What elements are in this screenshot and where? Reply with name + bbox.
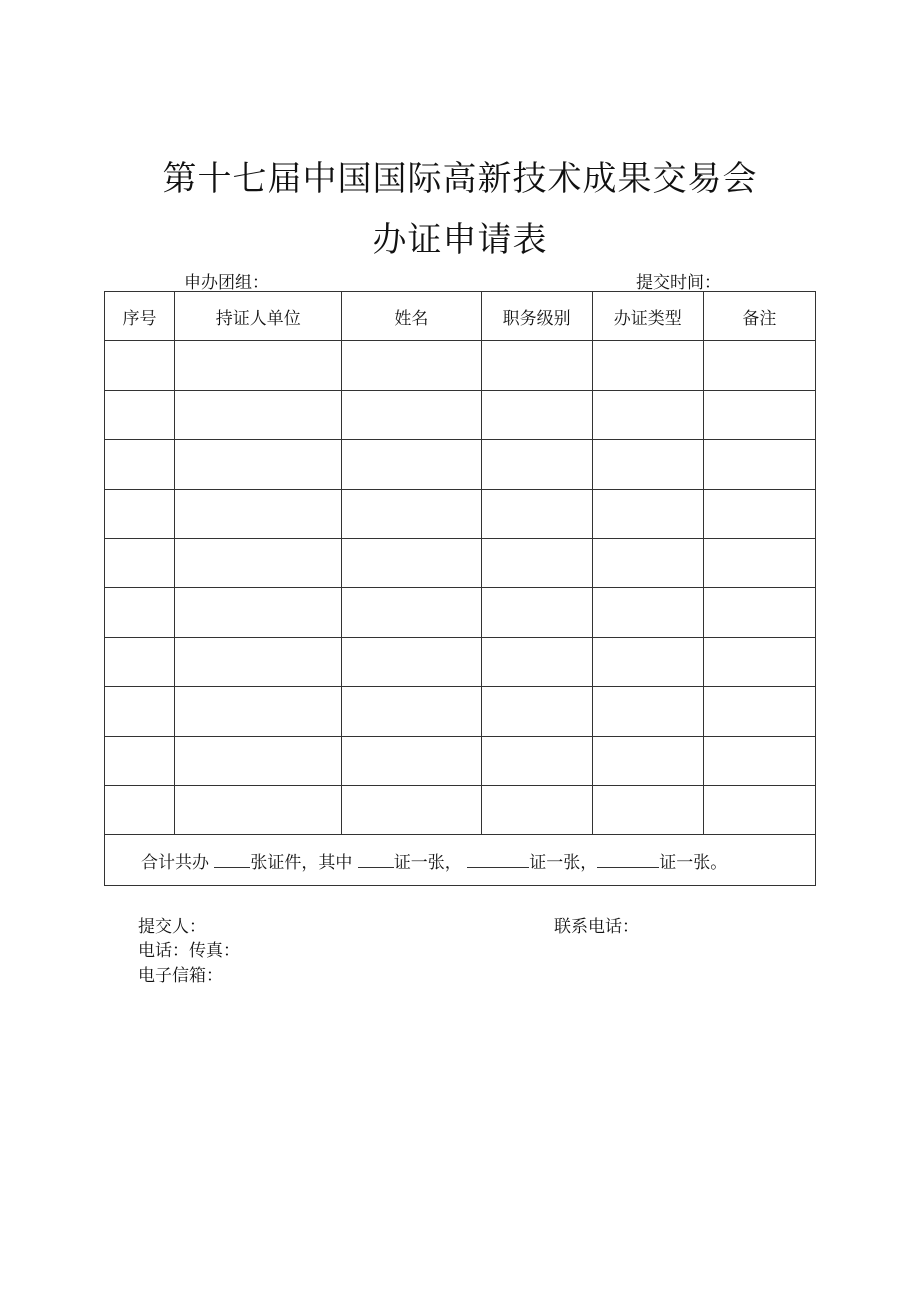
- cell-serial[interactable]: [105, 736, 175, 785]
- cell-remarks[interactable]: [703, 341, 815, 390]
- cell-pass-type[interactable]: [592, 588, 703, 637]
- total-text-1: 合计共办: [141, 852, 209, 873]
- table-row: [105, 440, 816, 489]
- cell-position[interactable]: [481, 489, 592, 538]
- cell-organization[interactable]: [175, 341, 342, 390]
- cell-remarks[interactable]: [703, 687, 815, 736]
- cell-pass-type[interactable]: [592, 341, 703, 390]
- header-remarks: 备注: [703, 292, 815, 341]
- cell-organization[interactable]: [175, 489, 342, 538]
- cell-position[interactable]: [481, 440, 592, 489]
- application-table: [104, 291, 816, 886]
- cell-position[interactable]: [481, 538, 592, 587]
- table-row: [105, 785, 816, 834]
- table-row: [105, 687, 816, 736]
- cell-remarks[interactable]: [703, 538, 815, 587]
- pass-type-blank-3[interactable]: [597, 853, 659, 868]
- cell-organization[interactable]: [175, 687, 342, 736]
- total-count-blank[interactable]: [214, 853, 250, 868]
- header-serial-number: 序号: [105, 292, 175, 341]
- table-row: [105, 489, 816, 538]
- pass-type-blank-1[interactable]: [358, 853, 394, 868]
- submission-time-label: 提交时间：: [636, 273, 721, 293]
- form-subtitle: 办证申请表: [372, 220, 548, 260]
- header-pass-type: 办证类型: [592, 292, 703, 341]
- total-text-4: 证一张，: [529, 852, 598, 873]
- table-body: [105, 341, 816, 886]
- cell-remarks[interactable]: [703, 785, 815, 834]
- cell-pass-type[interactable]: [592, 390, 703, 439]
- cell-name[interactable]: [342, 785, 481, 834]
- table-row: [105, 538, 816, 587]
- contact-phone-label: 联系电话：: [554, 917, 639, 937]
- total-text-3: 证一张，: [393, 852, 462, 873]
- cell-position[interactable]: [481, 785, 592, 834]
- form-title: 第十七届中国国际高新技术成果交易会: [162, 159, 758, 199]
- cell-serial[interactable]: [105, 785, 175, 834]
- cell-name[interactable]: [342, 588, 481, 637]
- cell-name[interactable]: [342, 390, 481, 439]
- email-label: 电子信箱：: [138, 966, 223, 986]
- cell-serial[interactable]: [105, 390, 175, 439]
- cell-pass-type[interactable]: [592, 637, 703, 686]
- cell-name[interactable]: [342, 736, 481, 785]
- pass-type-blank-2[interactable]: [467, 853, 529, 868]
- cell-organization[interactable]: [175, 736, 342, 785]
- header-position-level: 职务级别: [481, 292, 592, 341]
- total-text-5: 证一张。: [659, 852, 728, 873]
- cell-serial[interactable]: [105, 341, 175, 390]
- cell-name[interactable]: [342, 637, 481, 686]
- phone-fax-label: 电话：传真：: [138, 941, 240, 961]
- cell-position[interactable]: [481, 687, 592, 736]
- cell-serial[interactable]: [105, 588, 175, 637]
- cell-serial[interactable]: [105, 440, 175, 489]
- total-summary: [105, 835, 816, 886]
- total-text-2: 张证件，其中: [250, 852, 353, 873]
- cell-organization[interactable]: [175, 785, 342, 834]
- cell-pass-type[interactable]: [592, 785, 703, 834]
- cell-remarks[interactable]: [703, 637, 815, 686]
- cell-pass-type[interactable]: [592, 489, 703, 538]
- cell-organization[interactable]: [175, 588, 342, 637]
- cell-organization[interactable]: [175, 440, 342, 489]
- table-row: [105, 390, 816, 439]
- cell-serial[interactable]: [105, 538, 175, 587]
- cell-pass-type[interactable]: [592, 736, 703, 785]
- table-row: [105, 637, 816, 686]
- header-holder-organization: 持证人单位: [175, 292, 342, 341]
- cell-serial[interactable]: [105, 637, 175, 686]
- cell-pass-type[interactable]: [592, 538, 703, 587]
- cell-pass-type[interactable]: [592, 687, 703, 736]
- table-header-row: [105, 292, 816, 341]
- cell-remarks[interactable]: [703, 588, 815, 637]
- total-row: [105, 835, 816, 886]
- cell-remarks[interactable]: [703, 390, 815, 439]
- header-name: 姓名: [342, 292, 481, 341]
- cell-position[interactable]: [481, 390, 592, 439]
- table-row: [105, 341, 816, 390]
- cell-organization[interactable]: [175, 390, 342, 439]
- cell-remarks[interactable]: [703, 736, 815, 785]
- cell-position[interactable]: [481, 341, 592, 390]
- cell-remarks[interactable]: [703, 440, 815, 489]
- applicant-group-label: 申办团组：: [184, 273, 269, 293]
- cell-position[interactable]: [481, 637, 592, 686]
- table-row: [105, 588, 816, 637]
- cell-name[interactable]: [342, 538, 481, 587]
- cell-serial[interactable]: [105, 489, 175, 538]
- cell-pass-type[interactable]: [592, 440, 703, 489]
- cell-serial[interactable]: [105, 687, 175, 736]
- cell-name[interactable]: [342, 687, 481, 736]
- cell-organization[interactable]: [175, 637, 342, 686]
- cell-position[interactable]: [481, 736, 592, 785]
- cell-remarks[interactable]: [703, 489, 815, 538]
- cell-name[interactable]: [342, 341, 481, 390]
- table-row: [105, 736, 816, 785]
- cell-name[interactable]: [342, 440, 481, 489]
- cell-position[interactable]: [481, 588, 592, 637]
- cell-name[interactable]: [342, 489, 481, 538]
- submitter-label: 提交人：: [138, 917, 206, 937]
- cell-organization[interactable]: [175, 538, 342, 587]
